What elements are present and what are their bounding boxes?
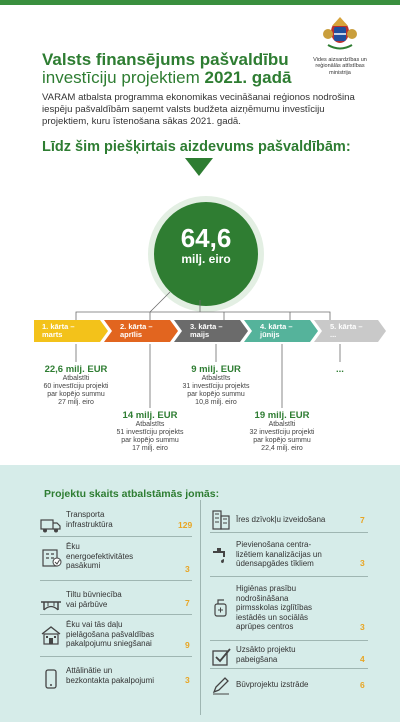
page-title: Valsts finansējums pašvaldību investīciju projektiem 2021. gadā bbox=[42, 50, 292, 87]
total-value: 64,6 bbox=[180, 223, 232, 253]
category-remote-services: Attālinātie un bezkontakta pakalpojumi 3 bbox=[40, 664, 192, 694]
bridge-icon bbox=[40, 592, 62, 614]
checkbox-icon bbox=[210, 646, 232, 668]
apartment-icon bbox=[210, 509, 232, 531]
section-subtitle: Līdz šim piešķirtais aizdevums pašvaldībām: bbox=[42, 139, 351, 155]
total-unit: milj. eiro bbox=[181, 252, 231, 266]
divider bbox=[40, 614, 192, 615]
divider bbox=[210, 532, 368, 533]
category-building-adaptation: Ēku vai tās daļu pielāgošana pašvaldības pakalpojumu sniegšanai 9 bbox=[40, 620, 192, 650]
sanitizer-icon bbox=[210, 596, 232, 618]
ministry-logo: Vides aizsardzības un reģionālās attīstības ministrija bbox=[300, 12, 380, 76]
category-transport: Transporta infrastruktūra 129 bbox=[40, 510, 192, 540]
stage-1-label: 1. kārta – marts bbox=[42, 322, 75, 339]
category-hygiene: Higiēnas prasību nodrošināšana pirmsskolas izglītības iestādēs un sociālās aprūpes centros 3 bbox=[210, 584, 368, 614]
mobile-icon bbox=[40, 668, 62, 690]
stage-3-amount: 9 milj. EUR Atbalstīts 31 investīciju projekts par kopējo summu 10,8 milj. eiro bbox=[182, 364, 250, 406]
divider bbox=[210, 640, 368, 641]
divider bbox=[40, 656, 192, 657]
divider bbox=[210, 668, 368, 669]
divider bbox=[40, 536, 192, 537]
category-project-completion: Uzsākto projektu pabeigšana 4 bbox=[210, 642, 368, 672]
stage-2-label: 2. kārta – aprīlis bbox=[120, 322, 153, 339]
column-divider bbox=[200, 500, 201, 715]
divider bbox=[210, 576, 368, 577]
building-efficiency-icon bbox=[40, 546, 62, 568]
category-design-development: Būvprojektu izstrāde 6 bbox=[210, 670, 368, 700]
stage-2-amount: 14 milj. EUR Atbalstīts 51 investīciju projekts par kopējo summu 17 milj. eiro bbox=[116, 410, 184, 452]
intro-text: VARAM atbalsta programma ekonomikas vecināšanai reģionos nodrošina iespēju pašvaldībām saņemt valsts budžeta aizņēmumu investīciju projektiem, kuru īstenošana sākas 2021. gadā. bbox=[42, 92, 355, 127]
tap-icon bbox=[210, 544, 232, 566]
house-icon bbox=[40, 624, 62, 646]
category-bridges: Tiltu būvniecība vai pārbūve 7 bbox=[40, 588, 192, 618]
stage-4-amount: 19 milj. EUR Atbalstīti 32 investīciju projekti par kopējo summu 22,4 milj. eiro bbox=[249, 410, 315, 452]
stage-5-amount: ... bbox=[336, 364, 344, 375]
pencil-icon bbox=[210, 674, 232, 696]
projects-title: Projektu skaits atbalstāmās jomās: bbox=[44, 488, 220, 500]
category-energy-efficiency: Ēku energoefektivitātes pasākumi 3 bbox=[40, 542, 192, 572]
category-rental-apartments: Īres dzīvokļu izveidošana 7 bbox=[210, 505, 368, 535]
stage-3-label: 3. kārta – maijs bbox=[190, 322, 223, 339]
category-sewage-water: Pievienošana centra- lizētiem kanalizācijas un ūdensapgādes tīkliem 3 bbox=[210, 540, 368, 570]
truck-icon bbox=[40, 514, 62, 536]
divider bbox=[40, 580, 192, 581]
stage-4-label: 4. kārta – jūnijs bbox=[260, 322, 293, 339]
stage-1-amount: 22,6 milj. EUR Atbalstīti 60 investīciju projekti par kopējo summu 27 milj. eiro bbox=[43, 364, 109, 406]
stage-5-label: 5. kārta – ... bbox=[330, 322, 363, 339]
